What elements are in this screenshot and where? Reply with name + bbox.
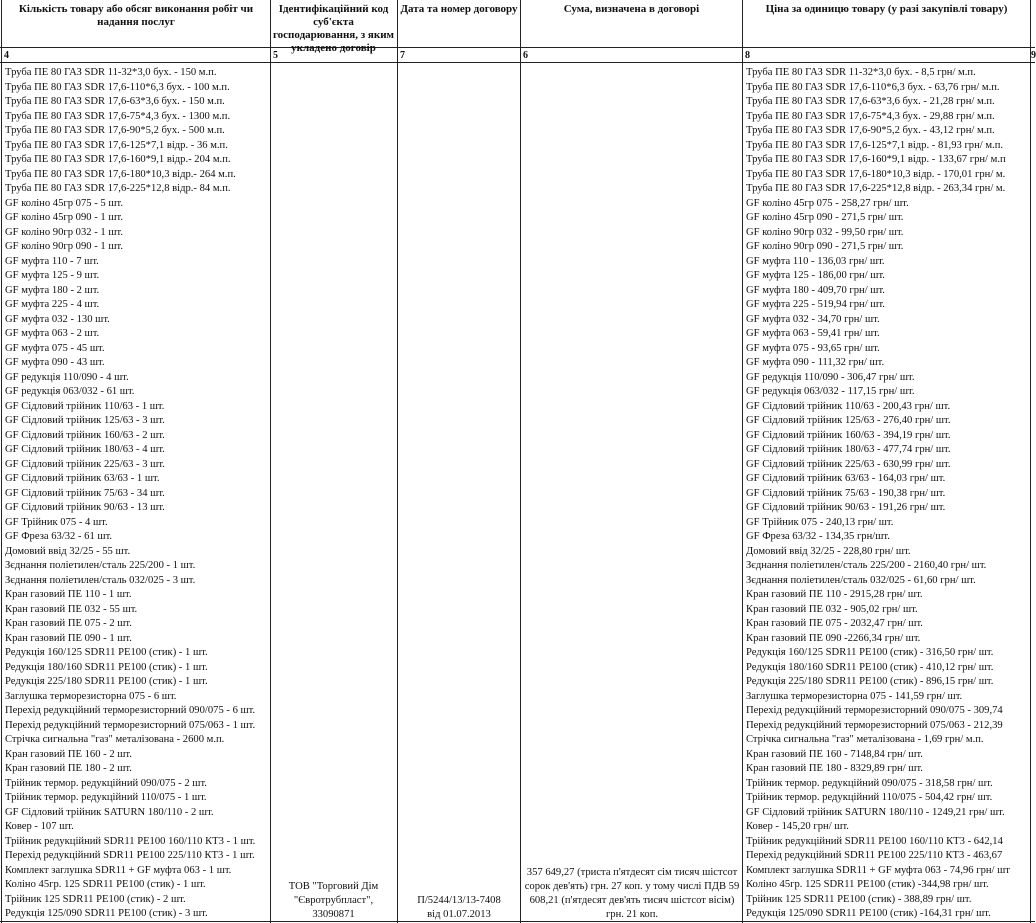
item-row: GF Фреза 63/32 - 61 шт. bbox=[5, 531, 113, 542]
supplier-code: 33090871 bbox=[312, 909, 355, 920]
item-row: Домовий ввід 32/25 - 55 шт. bbox=[5, 545, 131, 557]
grid-line bbox=[742, 0, 743, 923]
header-date: Дата та номер договору bbox=[400, 3, 518, 15]
price-row: GF Сідловий трійник 180/63 - 477,74 грн/ шт. bbox=[746, 444, 951, 455]
price-row: GF Фреза 63/32 - 134,35 грн/шт. bbox=[746, 531, 890, 542]
item-row: Комплект заглушка SDR11 + GF муфта 063 - 1 шт. bbox=[5, 864, 232, 876]
price-row: Редукція 225/180 SDR11 PE100 (стик) - 896,15 грн/ шт. bbox=[746, 676, 994, 687]
price-row: Домовий ввід 32/25 - 228,80 грн/ шт. bbox=[746, 545, 911, 557]
header-sum: Сума, визначена в договорі bbox=[563, 3, 700, 15]
prices-list bbox=[746, 66, 1029, 922]
amount-cell: 357 649,27 (триста п'ятдесят сім тисяч шістсот сорок дев'ять) грн. 27 коп. у тому числі ПДВ 59 608,21 (п'ятдесят дев'ять тисяч шістсот вісім) грн. 21 коп. bbox=[524, 867, 740, 920]
price-row: Стрічка сигнальна "газ" металізована - 1,69 грн/ м.п. bbox=[746, 734, 984, 745]
item-row: Ковер - 107 шт. bbox=[5, 821, 74, 832]
price-row: GF муфта 032 - 34,70 грн/ шт. bbox=[746, 313, 880, 325]
item-row: Труба ПЕ 80 ГАЗ SDR 17,6-125*7,1 відр. - 36 м.п. bbox=[5, 139, 228, 151]
price-row: Труба ПЕ 80 ГАЗ SDR 17,6-160*9,1 відр. - 133,67 грн/ м.п bbox=[746, 154, 1006, 165]
item-row: GF Сідловий трійник 225/63 - 3 шт. bbox=[5, 458, 165, 470]
grid-line bbox=[397, 0, 398, 923]
price-row: GF редукція 063/032 - 117,15 грн/ шт. bbox=[746, 386, 915, 397]
price-row: Ковер - 145,20 грн/ шт. bbox=[746, 821, 849, 832]
item-row: Перехід редукційний терморезисторний 075/063 - 1 шт. bbox=[5, 719, 256, 731]
item-row: GF редукція 110/090 - 4 шт. bbox=[5, 371, 129, 383]
item-row: Кран газовий ПЕ 160 - 2 шт. bbox=[5, 748, 132, 760]
contract-number: П/5244/13/13-7408 bbox=[417, 895, 501, 906]
item-row: GF редукція 063/032 - 61 шт. bbox=[5, 386, 135, 397]
price-row: GF муфта 075 - 93,65 грн/ шт. bbox=[746, 342, 880, 354]
item-row: GF муфта 225 - 4 шт. bbox=[5, 299, 100, 310]
price-row: GF Сідловий трійник 225/63 - 630,99 грн/ шт. bbox=[746, 458, 951, 470]
supplier-name: ТОВ "Торговий Дім "Євротрубпласт", bbox=[288, 881, 379, 906]
prices-column bbox=[746, 66, 1029, 922]
price-row: Трійник 125 SDR11 PE100 (стик) - 388,89 грн/ шт. bbox=[746, 893, 972, 905]
item-row: GF муфта 063 - 2 шт. bbox=[5, 328, 100, 339]
item-row: Трійник термор. редукційний 090/075 - 2 шт. bbox=[5, 777, 207, 789]
item-row: Кран газовий ПЕ 075 - 2 шт. bbox=[5, 618, 132, 629]
contract-date: від 01.07.2013 bbox=[427, 909, 491, 920]
item-row: Редукція 180/160 SDR11 PE100 (стик) - 1 шт. bbox=[5, 661, 208, 673]
price-row: GF Сідловий трійник 90/63 - 191,26 грн/ шт. bbox=[746, 502, 946, 513]
price-row: GF Сідловий трійник 125/63 - 276,40 грн/ шт. bbox=[746, 415, 951, 426]
item-row: Труба ПЕ 80 ГАЗ SDR 11-32*3,0 бух. - 150 м.п. bbox=[5, 67, 217, 78]
items-column bbox=[5, 66, 269, 922]
item-row: Труба ПЕ 80 ГАЗ SDR 17,6-180*10,3 відр.- 264 м.п. bbox=[5, 168, 236, 180]
item-row: Труба ПЕ 80 ГАЗ SDR 17,6-160*9,1 відр.- 204 м.п. bbox=[5, 154, 231, 165]
grid-line bbox=[0, 62, 1035, 63]
price-row: GF коліно 90гр 090 - 271,5 грн/ шт. bbox=[746, 241, 904, 252]
price-row: Заглушка терморезисторна 075 - 141,59 грн/ шт. bbox=[746, 690, 963, 702]
item-row: Перехід редукційний SDR11 PE100 225/110 КТ3 - 1 шт. bbox=[5, 850, 255, 861]
price-row: Труба ПЕ 80 ГАЗ SDR 17,6-75*4,3 бух. - 29,88 грн/ м.п. bbox=[746, 110, 995, 122]
item-row: GF Трійник 075 - 4 шт. bbox=[5, 516, 108, 528]
price-row: Перехід редукційний терморезисторний 090/075 - 309,74 bbox=[746, 705, 1003, 716]
price-row: GF Сідловий трійник SATURN 180/110 - 1249,21 грн/ шт. bbox=[746, 806, 1005, 818]
grid-line bbox=[1030, 0, 1031, 923]
price-row: GF муфта 180 - 409,70 грн/ шт. bbox=[746, 284, 885, 296]
grid-line bbox=[270, 0, 271, 923]
item-row: Стрічка сигнальна "газ" металізована - 2600 м.п. bbox=[5, 734, 225, 745]
col-number-last: 9 bbox=[1031, 50, 1036, 61]
item-row: Коліно 45гр. 125 SDR11 PE100 (стик) - 1 шт. bbox=[5, 879, 206, 890]
item-row: GF муфта 180 - 2 шт. bbox=[5, 284, 100, 296]
price-row: GF муфта 225 - 519,94 грн/ шт. bbox=[746, 299, 885, 310]
item-row: GF Сідловий трійник 125/63 - 3 шт. bbox=[5, 415, 165, 426]
price-row: GF редукція 110/090 - 306,47 грн/ шт. bbox=[746, 371, 915, 383]
item-row: Труба ПЕ 80 ГАЗ SDR 17,6-225*12,8 відр.- 84 м.п. bbox=[5, 183, 231, 194]
grid-line bbox=[0, 47, 1035, 48]
item-row: GF Сідловий трійник 90/63 - 13 шт. bbox=[5, 502, 165, 513]
item-row: Трійник редукційний SDR11 PE100 160/110 КТ3 - 1 шт. bbox=[5, 835, 256, 847]
price-row: GF Сідловий трійник 75/63 - 190,38 грн/ шт. bbox=[746, 487, 946, 499]
price-row: Редукція 180/160 SDR11 PE100 (стик) - 410,12 грн/ шт. bbox=[746, 661, 994, 673]
price-row: GF коліно 45гр 090 - 271,5 грн/ шт. bbox=[746, 212, 904, 223]
item-row: GF коліно 45гр 075 - 5 шт. bbox=[5, 197, 123, 209]
item-row: Редукція 225/180 SDR11 PE100 (стик) - 1 шт. bbox=[5, 676, 208, 687]
price-row: Труба ПЕ 80 ГАЗ SDR 11-32*3,0 бух. - 8,5 грн/ м.п. bbox=[746, 67, 976, 78]
item-row: Редукція 125/090 SDR11 PE100 (стик) - 3 шт. bbox=[5, 908, 208, 919]
price-row: Трійник редукційний SDR11 PE100 160/110 КТ3 - 642,14 bbox=[746, 835, 1003, 847]
supplier-cell bbox=[272, 880, 395, 922]
price-row: Редукція 160/125 SDR11 PE100 (стик) - 316,50 грн/ шт. bbox=[746, 647, 994, 658]
price-row: Кран газовий ПЕ 110 - 2915,28 грн/ шт. bbox=[746, 589, 923, 600]
col-number-qty: 4 bbox=[4, 50, 9, 61]
header-price: Ціна за одиницю товару (у разі закупівлі товару) bbox=[765, 3, 1008, 15]
col-number-date: 7 bbox=[400, 50, 405, 61]
item-row: Кран газовий ПЕ 090 - 1 шт. bbox=[5, 632, 132, 644]
price-row: Трійник термор. редукційний 090/075 - 318,58 грн/ шт. bbox=[746, 777, 993, 789]
price-row: GF Сідловий трійник 63/63 - 164,03 грн/ шт. bbox=[746, 473, 946, 484]
item-row: Кран газовий ПЕ 110 - 1 шт. bbox=[5, 589, 132, 600]
col-number-sum: 6 bbox=[523, 50, 528, 61]
price-row: Комплект заглушка SDR11 + GF муфта 063 - 74,96 грн/ шт bbox=[746, 864, 1010, 876]
col-number-price: 8 bbox=[745, 50, 750, 61]
price-row: Труба ПЕ 80 ГАЗ SDR 17,6-180*10,3 відр. - 170,01 грн/ м. bbox=[746, 168, 1006, 180]
item-row: GF муфта 090 - 43 шт. bbox=[5, 357, 105, 368]
header-qty: Кількість товару або обсяг виконання робіт чи надання послуг bbox=[18, 3, 254, 28]
item-row: Трійник термор. редукційний 110/075 - 1 шт. bbox=[5, 792, 207, 803]
price-row: Зєднання поліетилен/сталь 032/025 - 61,60 грн/ шт. bbox=[746, 574, 976, 586]
price-row: GF коліно 90гр 032 - 99,50 грн/ шт. bbox=[746, 226, 904, 238]
price-row: GF Сідловий трійник 160/63 - 394,19 грн/ шт. bbox=[746, 429, 951, 441]
price-row: Перехід редукційний SDR11 PE100 225/110 КТ3 - 463,67 bbox=[746, 850, 1003, 861]
item-row: Труба ПЕ 80 ГАЗ SDR 17,6-90*5,2 бух. - 500 м.п. bbox=[5, 125, 225, 136]
item-row: GF Сідловий трійник 63/63 - 1 шт. bbox=[5, 473, 160, 484]
price-row: GF муфта 090 - 111,32 грн/ шт. bbox=[746, 357, 885, 368]
item-row: GF Сідловий трійник 75/63 - 34 шт. bbox=[5, 487, 165, 499]
item-row: Заглушка терморезисторна 075 - 6 шт. bbox=[5, 690, 177, 702]
item-row: GF Сідловий трійник 180/63 - 4 шт. bbox=[5, 444, 165, 455]
grid-line bbox=[1, 0, 2, 923]
grid-line bbox=[520, 0, 521, 923]
price-row: Зєднання поліетилен/сталь 225/200 - 2160,40 грн/ шт. bbox=[746, 560, 987, 571]
item-row: Зєднання поліетилен/сталь 032/025 - 3 шт. bbox=[5, 574, 196, 586]
item-row: Перехід редукційний терморезисторний 090/075 - 6 шт. bbox=[5, 705, 256, 716]
price-row: GF коліно 45гр 075 - 258,27 грн/ шт. bbox=[746, 197, 909, 209]
price-row: Труба ПЕ 80 ГАЗ SDR 17,6-225*12,8 відр. - 263,34 грн/ м. bbox=[746, 183, 1006, 194]
price-row: Трійник термор. редукційний 110/075 - 504,42 грн/ шт. bbox=[746, 792, 993, 803]
price-row: GF Сідловий трійник 110/63 - 200,43 грн/ шт. bbox=[746, 400, 951, 412]
item-row: GF муфта 075 - 45 шт. bbox=[5, 342, 105, 354]
item-row: Кран газовий ПЕ 032 - 55 шт. bbox=[5, 603, 138, 615]
contract-cell bbox=[400, 894, 518, 922]
item-row: GF муфта 110 - 7 шт. bbox=[5, 255, 99, 267]
item-row: GF Сідловий трійник 110/63 - 1 шт. bbox=[5, 400, 165, 412]
items-list bbox=[5, 66, 269, 922]
price-row: Перехід редукційний терморезисторний 075/063 - 212,39 bbox=[746, 719, 1003, 731]
item-row: GF Сідловий трійник 160/63 - 2 шт. bbox=[5, 429, 165, 441]
item-row: Редукція 160/125 SDR11 PE100 (стик) - 1 шт. bbox=[5, 647, 208, 658]
item-row: GF Сідловий трійник SATURN 180/110 - 2 шт. bbox=[5, 806, 214, 818]
item-row: Труба ПЕ 80 ГАЗ SDR 17,6-110*6,3 бух. - 100 м.п. bbox=[5, 81, 230, 93]
item-row: Труба ПЕ 80 ГАЗ SDR 17,6-75*4,3 бух. - 1300 м.п. bbox=[5, 110, 231, 122]
item-row: GF муфта 125 - 9 шт. bbox=[5, 270, 100, 281]
item-row: Кран газовий ПЕ 180 - 2 шт. bbox=[5, 763, 132, 774]
price-row: Кран газовий ПЕ 032 - 905,02 грн/ шт. bbox=[746, 603, 918, 615]
price-row: Труба ПЕ 80 ГАЗ SDR 17,6-125*7,1 відр. - 81,93 грн/ м.п. bbox=[746, 139, 1004, 151]
price-row: Труба ПЕ 80 ГАЗ SDR 17,6-110*6,3 бух. - 63,76 грн/ м.п. bbox=[746, 81, 1000, 93]
item-row: Труба ПЕ 80 ГАЗ SDR 17,6-63*3,6 бух. - 150 м.п. bbox=[5, 96, 225, 107]
price-row: GF муфта 125 - 186,00 грн/ шт. bbox=[746, 270, 885, 281]
price-row: GF муфта 110 - 136,03 грн/ шт. bbox=[746, 255, 885, 267]
item-row: GF коліно 90гр 032 - 1 шт. bbox=[5, 226, 123, 238]
item-row: GF коліно 45гр 090 - 1 шт. bbox=[5, 212, 123, 223]
price-row: Труба ПЕ 80 ГАЗ SDR 17,6-90*5,2 бух. - 43,12 грн/ м.п. bbox=[746, 125, 995, 136]
price-row: Кран газовий ПЕ 075 - 2032,47 грн/ шт. bbox=[746, 618, 923, 629]
price-row: Коліно 45гр. 125 SDR11 PE100 (стик) -344,98 грн/ шт. bbox=[746, 879, 989, 890]
item-row: Трійник 125 SDR11 PE100 (стик) - 2 шт. bbox=[5, 893, 186, 905]
price-row: Кран газовий ПЕ 180 - 8329,89 грн/ шт. bbox=[746, 763, 923, 774]
item-row: GF коліно 90гр 090 - 1 шт. bbox=[5, 241, 123, 252]
price-row: GF муфта 063 - 59,41 грн/ шт. bbox=[746, 328, 880, 339]
col-number-code: 5 bbox=[273, 50, 278, 61]
price-row: Редукція 125/090 SDR11 PE100 (стик) -164,31 грн/ шт. bbox=[746, 908, 991, 919]
price-row: Кран газовий ПЕ 090 -2266,34 грн/ шт. bbox=[746, 632, 921, 644]
header-code: Ідентифікаційний код суб'єкта господарювання, з яким укладено договір bbox=[272, 3, 395, 54]
item-row: Зєднання поліетилен/сталь 225/200 - 1 шт. bbox=[5, 560, 196, 571]
price-row: Труба ПЕ 80 ГАЗ SDR 17,6-63*3,6 бух. - 21,28 грн/ м.п. bbox=[746, 96, 995, 107]
price-row: Кран газовий ПЕ 160 - 7148,84 грн/ шт. bbox=[746, 748, 923, 760]
price-row: GF Трійник 075 - 240,13 грн/ шт. bbox=[746, 516, 894, 528]
item-row: GF муфта 032 - 130 шт. bbox=[5, 313, 110, 325]
